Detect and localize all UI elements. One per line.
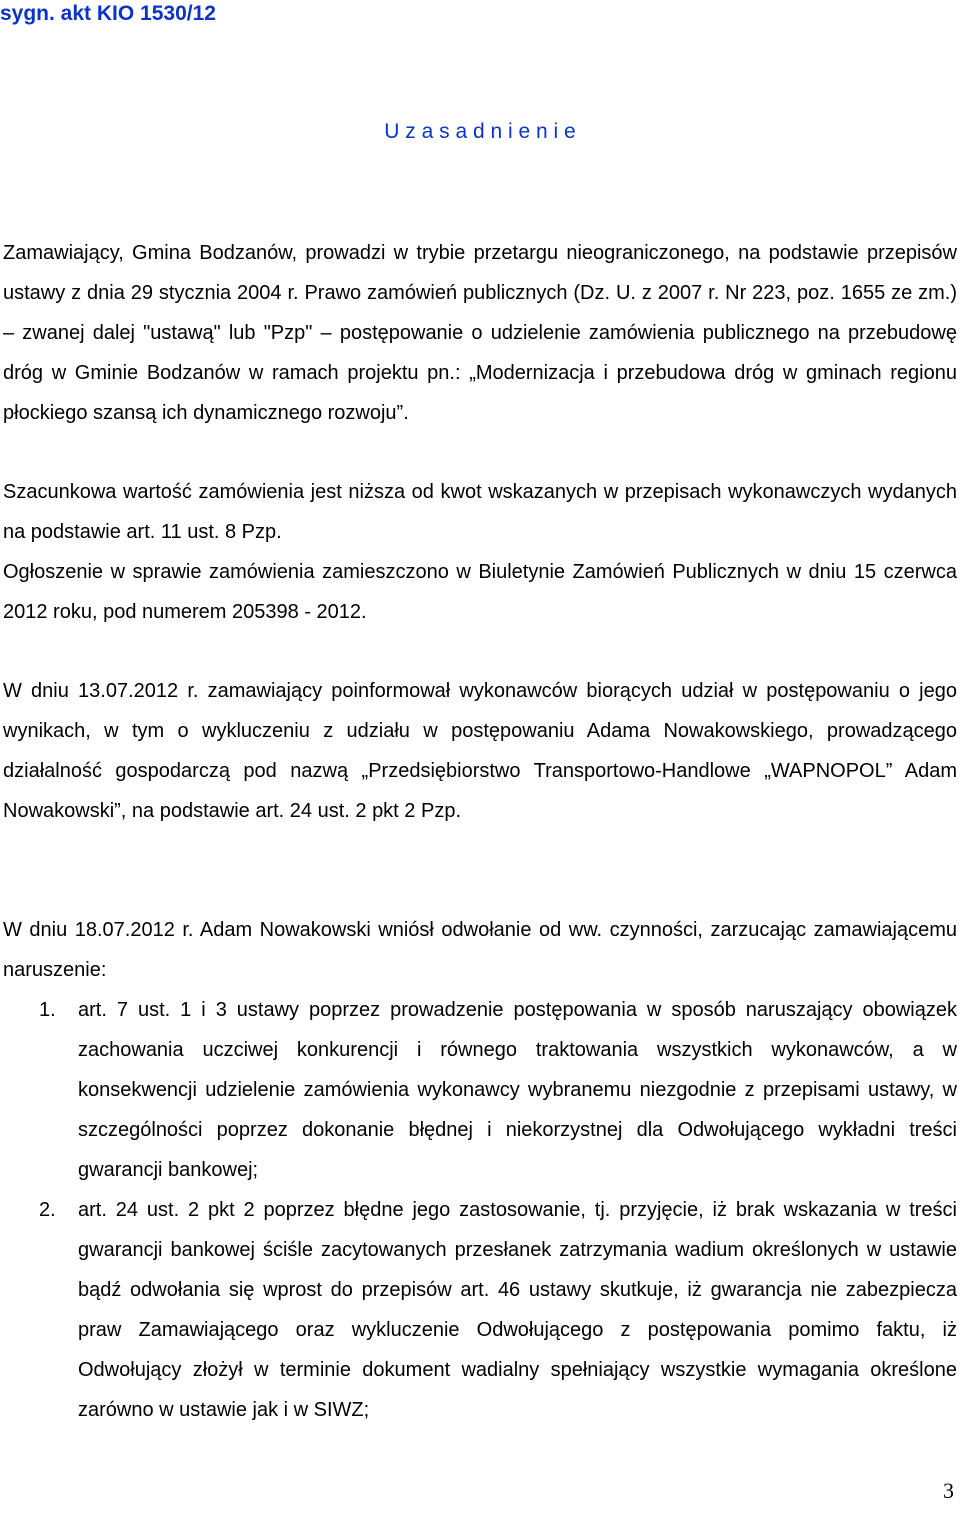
list-item <box>3 990 957 1190</box>
paragraph-intro: Zamawiający, Gmina Bodzanów, prowadzi w trybie przetargu nieograniczonego, na podstawie przepisów ustawy z dnia 29 stycznia 2004 r. Prawo zamówień publicznych (Dz. U. z 2007 r. Nr 223, poz. 1655 ze zm.) – zwanej dalej "ustawą" lub "Pzp" – postępowanie o udzielenie zamówienia publicznego na przebudowę dróg w Gminie Bodzanów w ramach projektu pn.: „Modernizacja i przebudowa dróg w gminach regionu płockiego szansą ich dynamicznego rozwoju”. <box>3 242 957 424</box>
list-item-number: 2. <box>39 1199 56 1221</box>
paragraph-appeal: W dniu 18.07.2012 r. Adam Nowakowski wniósł odwołanie od ww. czynności, zarzucając zamawiającemu naruszenie: <box>3 919 957 981</box>
paragraph-notification: W dniu 13.07.2012 r. zamawiający poinformował wykonawców biorących udział w postępowaniu o jego wynikach, w tym o wykluczeniu z udziału w postępowaniu Adama Nowakowskiego, prowadzącego działalność gospodarczą pod nazwą „Przedsiębiorstwo Transportowo-Handlowe „WAPNOPOL” Adam Nowakowski”, na podstawie art. 24 ust. 2 pkt 2 Pzp. <box>3 680 957 822</box>
paragraph-notice: Ogłoszenie w sprawie zamówienia zamieszczono w Biuletynie Zamówień Publicznych w dniu 15 czerwca 2012 roku, pod numerem 205398 - 2012. <box>3 561 957 623</box>
list-item-text: art. 24 ust. 2 pkt 2 poprzez błędne jego zastosowanie, tj. przyjęcie, iż brak wskazania w treści gwarancji bankowej ściśle zacytowanych przesłanek zatrzymania wadium określonych w ustawie bądź odwołania się wprost do przepisów art. 46 ustawy skutkuje, iż gwarancja nie zabezpiecza praw Zamawiającego oraz wykluczenie Odwołującego z postępowania pomimo faktu, iż Odwołujący złożył w terminie dokument wadialny spełniający wszystkie wymagania określone zarówno w ustawie jak i w SIWZ; <box>78 1199 957 1421</box>
paragraph-value: Szacunkowa wartość zamówienia jest niższa od kwot wskazanych w przepisach wykonawczych wydanych na podstawie art. 11 ust. 8 Pzp. <box>3 481 957 543</box>
allegations-list <box>3 990 957 1430</box>
page-number: 3 <box>943 1478 954 1503</box>
list-item <box>3 1190 957 1430</box>
list-item-text: art. 7 ust. 1 i 3 ustawy poprzez prowadzenie postępowania w sposób naruszający obowiązek zachowania uczciwej konkurencji i równego traktowania wszystkich wykonawców, a w konsekwencji udzielenie zamówienia wykonawcy wybranemu niezgodnie z przepisami ustawy, w szczególności poprzez dokonanie błędnej i niekorzystnej dla Odwołującego wykładni treści gwarancji bankowej; <box>78 999 957 1181</box>
list-item-number: 1. <box>39 999 56 1021</box>
section-title: U z a s a d n i e n i e <box>384 120 576 143</box>
case-signature: sygn. akt KIO 1530/12 <box>0 2 216 25</box>
